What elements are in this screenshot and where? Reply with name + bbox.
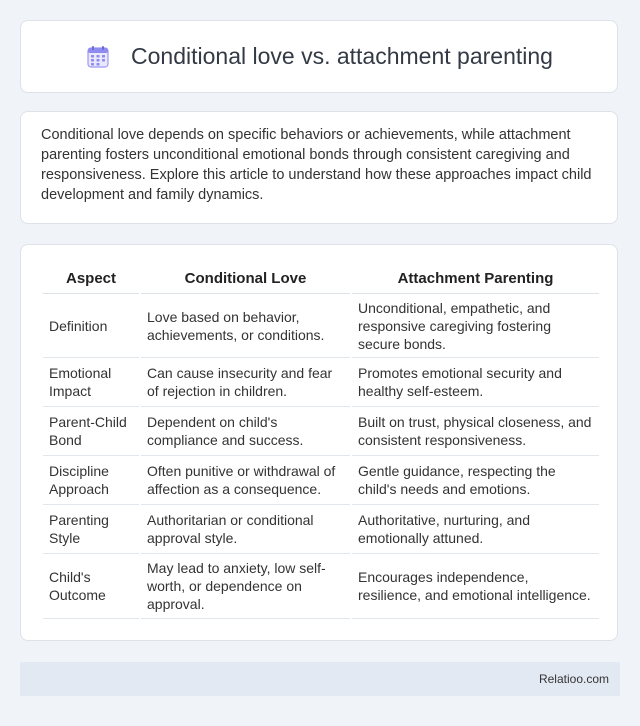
comparison-card	[20, 244, 618, 641]
page-title: Conditional love vs. attachment parenting	[131, 43, 553, 69]
title-card	[20, 20, 618, 93]
cell-conditional: Authoritarian or conditional approval style.	[141, 505, 350, 554]
header-conditional-love: Conditional Love	[141, 263, 350, 294]
title-wrap	[21, 21, 617, 92]
cell-aspect: Parenting Style	[43, 505, 139, 554]
table-row	[43, 505, 599, 554]
table-row	[43, 358, 599, 407]
cell-conditional: Can cause insecurity and fear of rejection in children.	[141, 358, 350, 407]
table-header-row	[43, 263, 599, 294]
cell-aspect: Emotional Impact	[43, 358, 139, 407]
cell-attachment: Gentle guidance, respecting the child's needs and emotions.	[352, 456, 599, 505]
cell-conditional: Dependent on child's compliance and success.	[141, 407, 350, 456]
table-row	[43, 554, 599, 619]
table-row	[43, 456, 599, 505]
header-attachment-parenting: Attachment Parenting	[352, 263, 599, 294]
cell-aspect: Definition	[43, 294, 139, 358]
cell-attachment: Built on trust, physical closeness, and consistent responsiveness.	[352, 407, 599, 456]
cell-aspect: Parent-Child Bond	[43, 407, 139, 456]
cell-attachment: Promotes emotional security and healthy self-esteem.	[352, 358, 599, 407]
intro-card	[20, 111, 618, 224]
cell-aspect: Discipline Approach	[43, 456, 139, 505]
calendar-icon	[85, 44, 111, 70]
cell-conditional: May lead to anxiety, low self-worth, or dependence on approval.	[141, 554, 350, 619]
cell-conditional: Love based on behavior, achievements, or conditions.	[141, 294, 350, 358]
table-row	[43, 294, 599, 358]
cell-attachment: Unconditional, empathetic, and responsive caregiving fostering secure bonds.	[352, 294, 599, 358]
header-aspect: Aspect	[43, 263, 139, 294]
cell-attachment: Authoritative, nurturing, and emotionally attuned.	[352, 505, 599, 554]
intro-paragraph: Conditional love depends on specific behaviors or achievements, while attachment parenting fosters unconditional emotional bonds through consistent caregiving and responsiveness. Explore this article to understand how these approaches impact child development and family dynamics.	[41, 127, 592, 203]
cell-aspect: Child's Outcome	[43, 554, 139, 619]
comparison-table	[41, 263, 601, 619]
cell-conditional: Often punitive or withdrawal of affection as a consequence.	[141, 456, 350, 505]
footer-bar	[20, 662, 620, 696]
cell-attachment: Encourages independence, resilience, and emotional intelligence.	[352, 554, 599, 619]
table-row	[43, 407, 599, 456]
footer-brand-link[interactable]: Relatioo.com	[538, 672, 609, 686]
